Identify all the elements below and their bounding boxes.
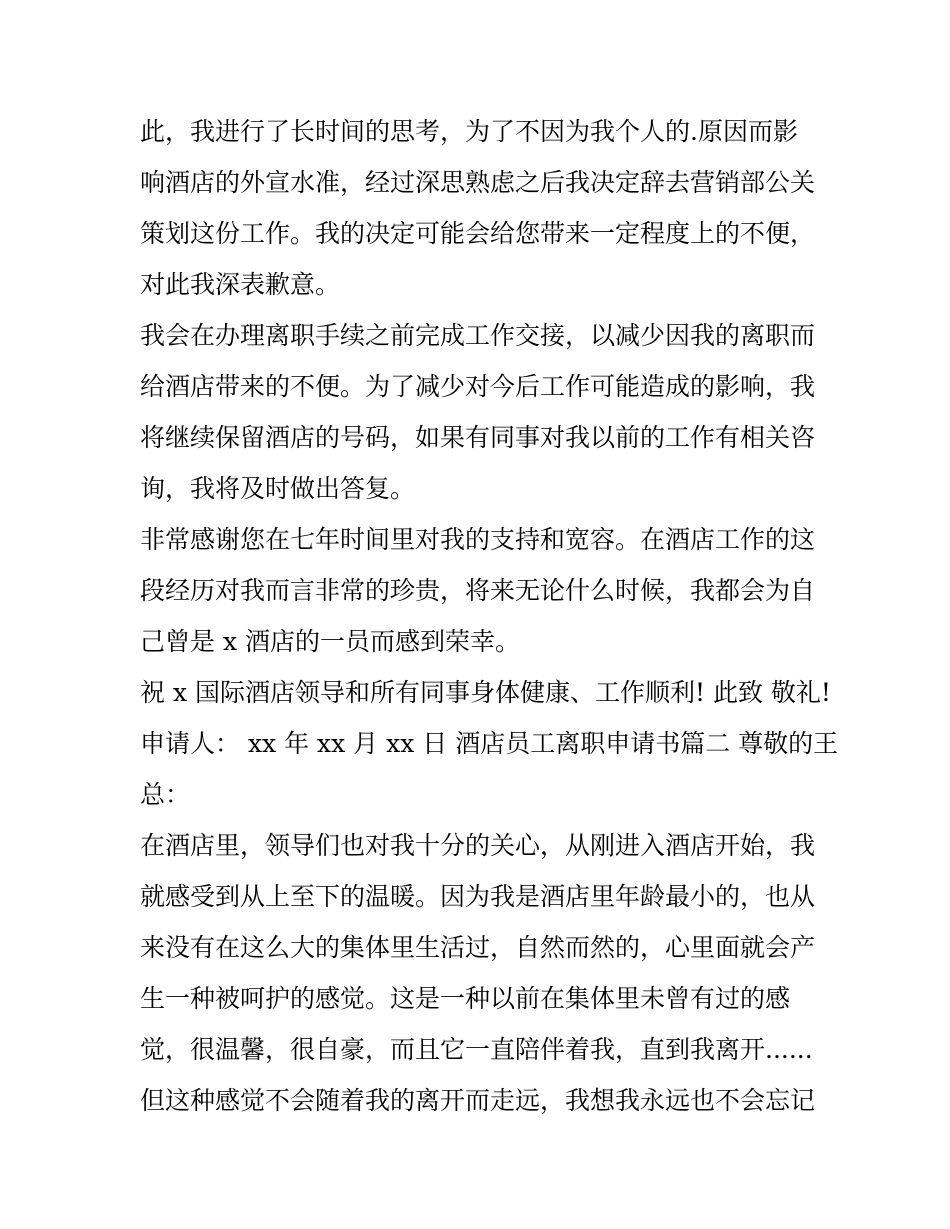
text-line: 给酒店带来的不便。为了减少对今后工作可能造成的影响，我 (140, 372, 816, 401)
text-line: 非常感谢您在七年时间里对我的支持和宽容。在酒店工作的这 (140, 525, 816, 554)
text-line: 段经历对我而言非常的珍贵，将来无论什么时候，我都会为自 (140, 576, 816, 605)
text-line: 询，我将及时做出答复。 (140, 474, 416, 503)
text-line: 我会在办理离职手续之前完成工作交接，以减少因我的离职而 (140, 321, 816, 350)
text-line: 在酒店里，领导们也对我十分的关心，从刚进入酒店开始，我 (140, 831, 816, 860)
text-line: 响酒店的外宣水准，经过深思熟虑之后我决定辞去营销部公关 (140, 168, 816, 197)
text-line: 己曾是 x 酒店的一员而感到荣幸。 (140, 627, 520, 656)
text-line: 生一种被呵护的感觉。这是一种以前在集体里未曾有过的感 (140, 984, 791, 1013)
body-text (140, 106, 839, 1126)
text-line: 将继续保留酒店的号码，如果有同事对我以前的工作有相关咨 (140, 423, 816, 452)
text-line: 总： (140, 780, 191, 809)
text-line: 来没有在这么大的集体里生活过，自然而然的，心里面就会产 (140, 933, 816, 962)
text-line: 但这种感觉不会随着我的离开而走远，我想我永远也不会忘记 (140, 1086, 816, 1115)
text-line: 觉，很温馨，很自豪，而且它一直陪伴着我，直到我离开...... (140, 1035, 813, 1064)
text-line: 策划这份工作。我的决定可能会给您带来一定程度上的不便， (140, 219, 816, 248)
text-line: 就感受到从上至下的温暖。因为我是酒店里年龄最小的，也从 (140, 882, 816, 911)
text-line: 此，我进行了长时间的思考，为了不因为我个人的.原因而影 (140, 117, 798, 146)
text-line: 申请人： xx 年 xx 月 xx 日 酒店员工离职申请书篇二 尊敬的王 (140, 729, 839, 758)
text-line: 祝 x 国际酒店领导和所有同事身体健康、工作顺利! 此致 敬礼! (140, 678, 831, 707)
text-line: 对此我深表歉意。 (140, 270, 341, 299)
